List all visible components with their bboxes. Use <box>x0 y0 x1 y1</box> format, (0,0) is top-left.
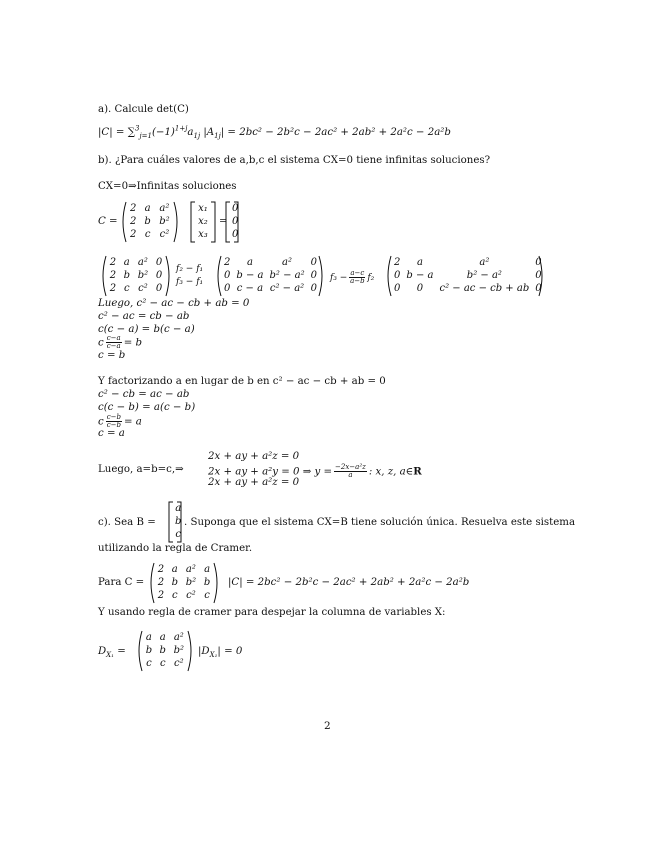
matrix-cell: 0 <box>224 270 231 281</box>
matrix-cell: b² <box>185 577 197 588</box>
matrix-cell: b² − a² <box>269 270 305 281</box>
matrix-cell: 2 <box>157 577 165 588</box>
matrix-cell: 0 <box>310 270 317 281</box>
matrix-cell: 0 <box>155 270 163 281</box>
matrix-cell: a² <box>282 257 293 268</box>
system-line-3: 2x + ay + a²z = 0 <box>208 477 300 488</box>
step2-line-2: c(c − b) = a(c − b) <box>98 402 196 413</box>
part-c-line-2: utilizando la regla de Cramer. <box>98 543 253 554</box>
matrix-cell: c² − ac − cb + ab <box>439 283 530 294</box>
matrix-cell: a <box>416 257 423 268</box>
matrix-cell: a² <box>185 564 196 575</box>
c-label: C = <box>98 216 118 227</box>
matrix-cell: 0 <box>310 283 317 294</box>
matrix-cell: a <box>204 564 211 575</box>
matrix-cell: 0 <box>394 283 401 294</box>
matrix-cell: a² <box>173 632 184 643</box>
matrix-cell: 0 <box>232 216 239 227</box>
matrix-cell: x₂ <box>198 216 208 227</box>
matrix-cell: 2 <box>130 216 137 227</box>
matrix-cell: b <box>175 516 182 527</box>
row-op-1b: f₃ − f₁ <box>176 277 204 287</box>
matrix-cell: x₁ <box>198 203 208 214</box>
matrix-cell: b − a <box>236 270 264 281</box>
page-number: 2 <box>324 720 331 732</box>
matrix-cell: 0 <box>155 257 163 268</box>
cx-zero-line: CX=0⇒Infinitas soluciones <box>98 181 237 192</box>
matrix-cell: c² <box>174 658 184 669</box>
matrix-cell: c <box>171 590 178 601</box>
matrix-cell: 0 <box>535 270 542 281</box>
matrix-cell: 0 <box>416 283 424 294</box>
matrix-cell: 2 <box>157 564 165 575</box>
steps2-intro: Y factorizando a en lugar de b en c² − ac − cb + ab = 0 <box>98 376 386 387</box>
dx1-label: $D_{X_1}$ = <box>98 646 126 660</box>
matrix-cell: c² <box>138 283 148 294</box>
matrix-cell: b <box>145 645 153 656</box>
matrix-cell: 2 <box>109 257 117 268</box>
matrix-cell: c <box>123 283 130 294</box>
vector-zero <box>225 201 239 243</box>
matrix-cell: 0 <box>232 203 239 214</box>
part-c-pre: c). Sea B = <box>98 517 156 528</box>
row-op-2: f₃ − $\frac{a-c}{a-b}$ f₂ <box>330 269 375 285</box>
augmented-matrix-3 <box>385 255 545 297</box>
det-c: |C| = 2bc² − 2b²c − 2ac² + 2ab² + 2a²c − 2a²b <box>228 577 470 588</box>
system-line-1: 2x + ay + a²z = 0 <box>208 451 300 462</box>
matrix-cell: 2 <box>109 270 117 281</box>
part-a-heading: a). Calcule det(C) <box>98 104 189 115</box>
matrix-cell: a <box>145 632 152 643</box>
matrix-cell: b² − a² <box>466 270 502 281</box>
augmented-matrix-2 <box>215 255 325 297</box>
step1-line-5: c = b <box>98 350 126 361</box>
matrix-cell: b <box>159 645 166 656</box>
matrix-cell: b <box>171 577 178 588</box>
step1-line-1: Luego, c² − ac − cb + ab = 0 <box>98 298 250 309</box>
vector-b <box>168 501 182 543</box>
matrix-cell: 2 <box>130 203 137 214</box>
matrix-cell: c − a <box>236 283 264 294</box>
step1-line-4: c $\frac{c-a}{c-a}$ = b <box>98 334 142 350</box>
matrix-c <box>120 201 180 243</box>
matrix-cell: b² <box>159 216 170 227</box>
matrix-cell: a² <box>159 203 170 214</box>
matrix-cell: 0 <box>535 283 542 294</box>
matrix-cell: 2 <box>394 257 401 268</box>
matrix-cell: a <box>171 564 178 575</box>
matrix-cell: 2 <box>157 590 165 601</box>
matrix-cell: c <box>204 590 210 601</box>
para-label: Para C = <box>98 577 145 588</box>
cramer-line: Y usando regla de cramer para despejar la columna de variables X: <box>98 607 446 618</box>
vector-x <box>190 201 216 243</box>
part-b-heading: b). ¿Para cuáles valores de a,b,c el sistema CX=0 tiene infinitas soluciones? <box>98 155 491 166</box>
step2-line-1: c² − cb = ac − ab <box>98 389 190 400</box>
matrix-cell: c <box>175 529 181 540</box>
matrix-augmented-c <box>148 562 220 604</box>
matrix-cell: b <box>144 216 151 227</box>
step1-line-2: c² − ac = cb − ab <box>98 311 190 322</box>
matrix-cell: a <box>144 203 151 214</box>
matrix-cell: c <box>146 658 152 669</box>
matrix-cell: b <box>203 577 211 588</box>
step1-line-3: c(c − a) = b(c − a) <box>98 324 195 335</box>
matrix-cell: x₃ <box>198 229 208 240</box>
matrix-cell: 0 <box>310 257 317 268</box>
matrix-cell: 0 <box>535 257 542 268</box>
matrix-dx1 <box>136 630 194 672</box>
augmented-matrix-1 <box>100 255 172 297</box>
row-op-1a: f₂ − f₁ <box>176 264 204 274</box>
matrix-cell: c <box>144 229 151 240</box>
matrix-cell: 2 <box>109 283 117 294</box>
matrix-cell: b − a <box>406 270 434 281</box>
matrix-cell: a <box>123 257 130 268</box>
matrix-cell: b² <box>173 645 185 656</box>
step2-line-4: c = a <box>98 428 125 439</box>
determinant-formula: $|C| = \sum^3_{j=1}(-1)^{1+j}a_{1j}$ $|A_{1j}| = 2bc^2 - 2b^2c - 2ac^2 + 2ab^2 + 2a^2c - 2a^2b$ <box>98 124 451 141</box>
det-dx1: $|D_{X_1}| = 0$ <box>198 646 243 660</box>
matrix-cell: a <box>175 503 182 514</box>
equals-sign: = <box>219 216 228 227</box>
system-line-2: 2x + ay + a²y = 0 ⇒ y = $\frac{\text{−2x−a²z}}{a}$ : x, z, a∈R <box>208 463 422 479</box>
step2-line-3: c $\frac{c-b}{c-b}$ = a <box>98 413 142 429</box>
matrix-cell: c² <box>186 590 196 601</box>
matrix-cell: 0 <box>394 270 401 281</box>
matrix-cell: c <box>159 658 166 669</box>
matrix-cell: 2 <box>130 229 137 240</box>
matrix-cell: b <box>123 270 130 281</box>
matrix-cell: 0 <box>155 283 163 294</box>
matrix-cell: 0 <box>232 229 239 240</box>
matrix-cell: 2 <box>224 257 231 268</box>
matrix-cell: c² − a² <box>269 283 305 294</box>
matrix-cell: b² <box>137 270 149 281</box>
matrix-cell: c² <box>159 229 170 240</box>
luego-label: Luego, a=b=c,⇒ <box>98 464 184 475</box>
matrix-cell: a² <box>137 257 148 268</box>
matrix-cell: a² <box>479 257 490 268</box>
matrix-cell: a <box>159 632 166 643</box>
matrix-cell: a <box>246 257 253 268</box>
part-c-post: . Suponga que el sistema CX=B tiene solución única. Resuelva este sistema <box>184 517 576 528</box>
matrix-cell: 0 <box>224 283 231 294</box>
